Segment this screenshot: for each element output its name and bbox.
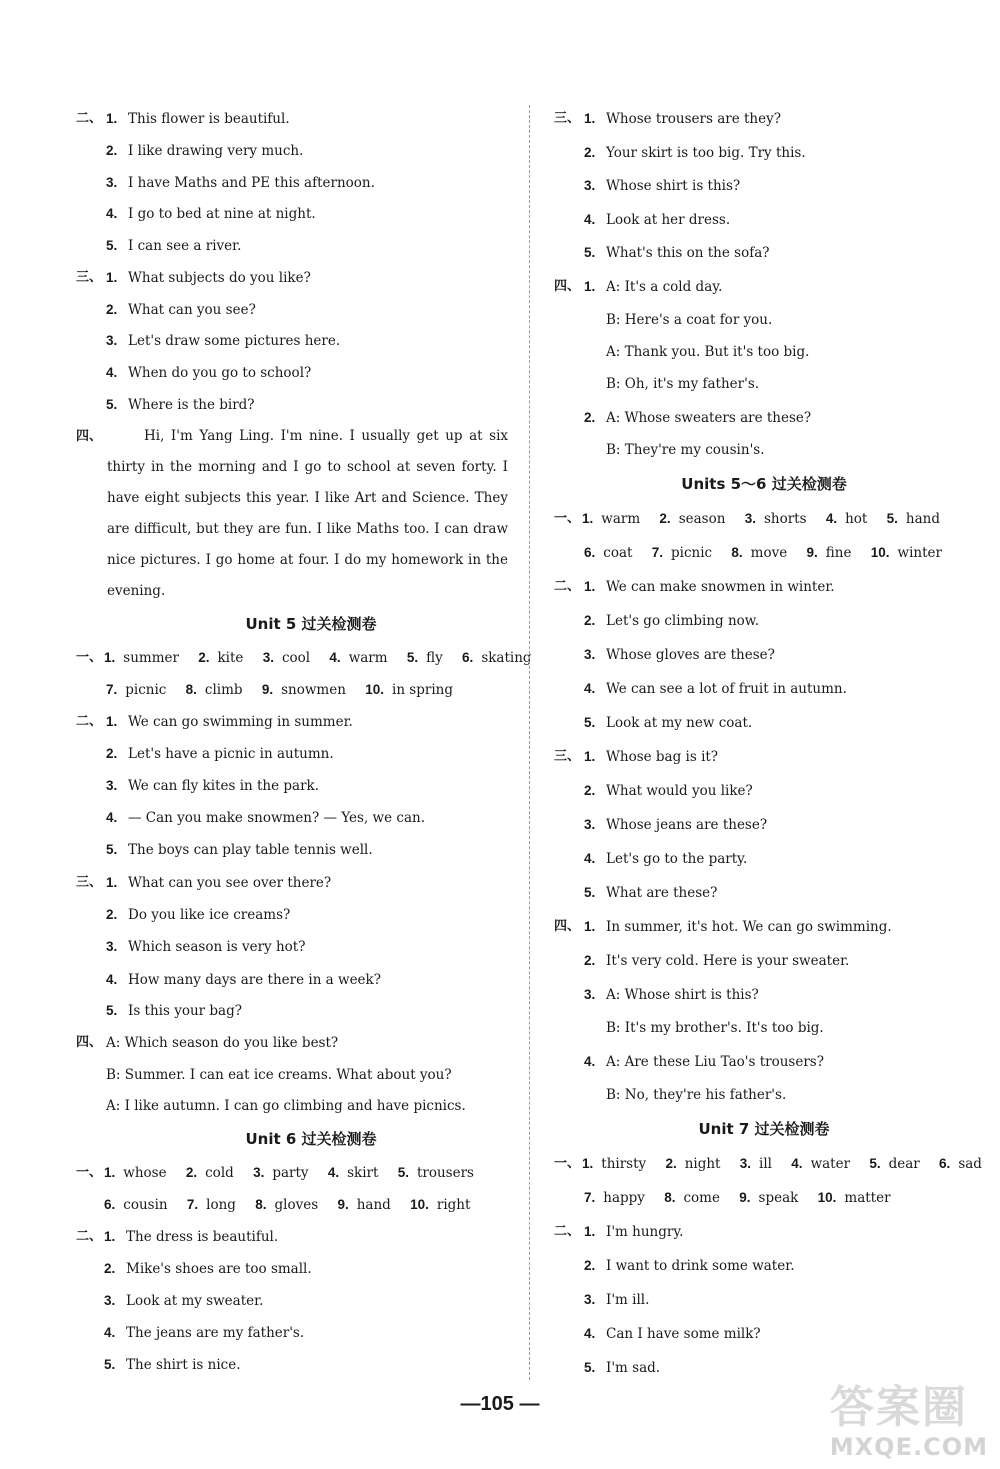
item-number: 3. (584, 1292, 596, 1307)
item-number: 4. (106, 206, 118, 221)
item-number: 1. (584, 749, 596, 764)
item-number: 2. (104, 1261, 116, 1276)
section-label: 三、 (76, 270, 103, 285)
item-number: 3. (106, 939, 118, 954)
answer-text: B: No, they're his father's. (606, 1087, 787, 1103)
item-number: 10. (410, 1197, 429, 1212)
dialogue-line: B: Oh, it's my father's. (606, 376, 760, 392)
answer-text: Which season is very hot? (128, 939, 306, 955)
item-number: 3. (104, 1293, 116, 1308)
item-number: 5. (106, 238, 118, 253)
item-number: 1. (106, 270, 118, 285)
section-label: 二、 (76, 714, 103, 729)
answer-word: shorts (763, 511, 807, 527)
answer-word: dear (888, 1156, 920, 1172)
answer-word: sad (958, 1156, 982, 1172)
item-number: 2. (106, 143, 118, 158)
item-number: 1. (104, 650, 116, 665)
column-divider (529, 105, 530, 1380)
item-number: 5. (584, 245, 596, 260)
item-number: 6. (104, 1197, 116, 1212)
item-number: 1. (106, 111, 118, 126)
answer-word: happy (603, 1190, 645, 1206)
unit-heading: Unit 6 过关检测卷 (245, 1130, 377, 1148)
word-list (582, 510, 955, 528)
item-number: 1. (106, 875, 118, 890)
item-number: 7. (651, 545, 663, 560)
item-number: 4. (584, 851, 596, 866)
item-number: 1. (582, 511, 594, 526)
item-number: 2. (584, 410, 596, 425)
answer-text: Whose jeans are these? (606, 817, 768, 833)
answer-text: We can fly kites in the park. (128, 778, 320, 794)
answer-word: warm (348, 650, 388, 666)
answer-text: I want to drink some water. (606, 1258, 795, 1274)
item-number: 3. (739, 1156, 752, 1171)
item-number: 3. (106, 333, 118, 348)
answer-text: Let's go to the party. (606, 851, 748, 867)
word-list (584, 1189, 906, 1207)
item-number: 5. (397, 1165, 409, 1180)
item-number: 1. (104, 1165, 116, 1180)
answer-text: Look at my sweater. (126, 1293, 264, 1309)
dialogue-line: A: It's a cold day. (606, 279, 723, 295)
dialogue-line: B: Summer. I can eat ice creams. What about you? (106, 1067, 452, 1083)
answer-text: I'm ill. (606, 1292, 650, 1308)
watermark-logo (818, 1371, 988, 1461)
unit-heading: Unit 5 过关检测卷 (245, 615, 377, 633)
item-number: 6. (584, 545, 596, 560)
section-label: 三、 (554, 111, 581, 126)
section-label: 三、 (554, 749, 581, 764)
item-number: 3. (106, 175, 118, 190)
answer-word: hot (845, 511, 868, 527)
item-number: 3. (106, 778, 118, 793)
answer-word: fly (426, 650, 443, 666)
section-label: 一、 (76, 650, 103, 665)
item-number: 5. (584, 885, 596, 900)
item-number: 3. (253, 1165, 265, 1180)
dialogue-line: A: Which season do you like best? (106, 1035, 339, 1051)
item-number: 2. (584, 953, 596, 968)
answer-text: How many days are there in a week? (128, 972, 381, 988)
item-number: 6. (939, 1156, 951, 1171)
answer-text: Can I have some milk? (606, 1326, 761, 1342)
item-number: 4. (327, 1165, 340, 1180)
answer-word: climb (204, 682, 243, 698)
word-list (582, 1155, 997, 1173)
item-number: 8. (255, 1197, 267, 1212)
answer-text: We can see a lot of fruit in autumn. (606, 681, 847, 697)
answer-text: When do you go to school? (128, 365, 312, 381)
answer-word: gloves (274, 1197, 319, 1213)
item-number: 4. (584, 681, 596, 696)
item-number: 3. (584, 178, 596, 193)
answer-text: We can make snowmen in winter. (606, 579, 835, 595)
section-label: 一、 (554, 1156, 581, 1171)
section-label: 二、 (76, 1229, 103, 1244)
answer-word: long (206, 1197, 236, 1213)
answer-text: Whose shirt is this? (606, 178, 741, 194)
answer-text: In summer, it's hot. We can go swimming. (606, 919, 892, 935)
item-number: 1. (106, 714, 118, 729)
answer-text: What subjects do you like? (128, 270, 311, 286)
item-number: 9. (337, 1197, 349, 1212)
answer-text: I can see a river. (128, 238, 242, 254)
answer-text: Let's draw some pictures here. (128, 333, 341, 349)
item-number: 2. (106, 302, 118, 317)
answer-text: — Can you make snowmen? — Yes, we can. (128, 810, 425, 826)
answer-text: I'm hungry. (606, 1224, 684, 1240)
answer-word: season (678, 511, 726, 527)
answer-text: It's very cold. Here is your sweater. (606, 953, 850, 969)
answer-word: kite (217, 650, 244, 666)
answer-text: The boys can play table tennis well. (128, 842, 373, 858)
item-number: 5. (106, 1003, 118, 1018)
item-number: 8. (185, 682, 197, 697)
answer-word: skirt (347, 1165, 379, 1181)
answer-word: skating (481, 650, 532, 666)
item-number: 5. (106, 842, 118, 857)
answer-text: What would you like? (606, 783, 753, 799)
answer-word: warm (601, 511, 641, 527)
item-number: 9. (261, 682, 274, 697)
answer-text: I'm sad. (606, 1360, 661, 1376)
section-label: 三、 (76, 875, 103, 890)
item-number: 5. (886, 511, 898, 526)
answer-text: This flower is beautiful. (128, 111, 290, 127)
item-number: 1. (104, 1229, 116, 1244)
item-number: 2. (665, 1156, 677, 1171)
item-number: 1. (584, 1224, 596, 1239)
word-list (104, 649, 547, 667)
item-number: 7. (584, 1190, 596, 1205)
answer-text: Look at her dress. (606, 212, 731, 228)
item-number: 1. (584, 919, 596, 934)
answer-word: coat (603, 545, 633, 561)
item-number: 2. (584, 145, 596, 160)
answer-text: What are these? (606, 885, 718, 901)
unit-heading: Units 5～6 过关检测卷 (681, 475, 847, 493)
answer-text: What's this on the sofa? (606, 245, 770, 261)
item-number: 7. (186, 1197, 199, 1212)
item-number: 2. (659, 511, 671, 526)
answer-word: move (750, 545, 788, 561)
item-number: 5. (869, 1156, 881, 1171)
answer-text: Let's go climbing now. (606, 613, 760, 629)
dialogue-line: B: They're my cousin's. (606, 442, 765, 458)
answer-word: picnic (125, 682, 167, 698)
item-number: 6. (462, 650, 474, 665)
item-number: 4. (106, 810, 118, 825)
answer-word: speak (758, 1190, 799, 1206)
answer-text: Let's have a picnic in autumn. (128, 746, 334, 762)
word-list (104, 1196, 485, 1214)
answer-text: I like drawing very much. (128, 143, 304, 159)
item-number: 2. (106, 746, 118, 761)
answer-word: ill (759, 1156, 772, 1172)
dialogue-line: A: Whose sweaters are these? (606, 410, 812, 426)
section-label: 四、 (554, 919, 581, 934)
answer-text: I go to bed at nine at night. (128, 206, 316, 222)
answer-text: The dress is beautiful. (126, 1229, 279, 1245)
item-number: 10. (870, 545, 890, 560)
item-number: 8. (731, 545, 743, 560)
item-number: 7. (106, 682, 118, 697)
item-number: 1. (584, 579, 596, 594)
item-number: 2. (198, 650, 210, 665)
answer-word: hand (356, 1197, 391, 1213)
answer-word: cold (205, 1165, 234, 1181)
answer-word: picnic (671, 545, 713, 561)
item-number: 2. (584, 1258, 596, 1273)
answer-text: A: Are these Liu Tao's trousers? (606, 1054, 824, 1070)
answer-word: water (810, 1156, 851, 1172)
answer-word: winter (897, 545, 942, 561)
item-number: 4. (329, 650, 341, 665)
item-number: 5. (584, 1360, 596, 1375)
answer-text: I have Maths and PE this afternoon. (128, 175, 375, 191)
item-number: 1. (584, 111, 596, 126)
answer-text: Mike's shoes are too small. (126, 1261, 312, 1277)
item-number: 2. (185, 1165, 198, 1180)
item-number: 4. (584, 1326, 596, 1341)
answer-word: trousers (416, 1165, 474, 1181)
watermark-text: 答案圈 (830, 1382, 968, 1433)
section-label: 四、 (76, 429, 103, 444)
answer-word: summer (123, 650, 179, 666)
answer-text: Is this your bag? (128, 1003, 242, 1019)
answer-text: Where is the bird? (128, 397, 255, 413)
section-label: 一、 (76, 1165, 103, 1180)
answer-text: Whose bag is it? (606, 749, 719, 765)
answer-word: snowmen (281, 682, 346, 698)
answer-text: What can you see? (128, 302, 256, 318)
answer-word: thirsty (601, 1156, 647, 1172)
answer-word: whose (123, 1165, 167, 1181)
answer-word: matter (844, 1190, 891, 1206)
answer-text: Whose gloves are these? (606, 647, 775, 663)
section-label: 四、 (554, 279, 581, 294)
answer-text: We can go swimming in summer. (128, 714, 353, 730)
answer-text: B: It's my brother's. It's too big. (606, 1020, 824, 1036)
item-number: 3. (744, 511, 756, 526)
answer-word: come (683, 1190, 720, 1206)
item-number: 3. (584, 817, 596, 832)
dialogue-line: A: I like autumn. I can go climbing and have picnics. (106, 1098, 466, 1114)
dialogue-line: B: Here's a coat for you. (606, 312, 773, 328)
item-number: 4. (791, 1156, 803, 1171)
item-number: 4. (825, 511, 838, 526)
answer-word: night (684, 1156, 721, 1172)
answer-text: What can you see over there? (128, 875, 332, 891)
answer-text: The shirt is nice. (126, 1357, 241, 1373)
answer-word: hand (905, 511, 940, 527)
watermark-url: MXQE.COM (829, 1433, 988, 1461)
word-list (584, 544, 957, 562)
item-number: 3. (584, 987, 596, 1002)
item-number: 5. (406, 650, 419, 665)
section-label: 四、 (76, 1035, 103, 1050)
item-number: 10. (365, 682, 384, 697)
word-list (106, 681, 468, 699)
item-number: 4. (106, 972, 118, 987)
item-number: 10. (817, 1190, 837, 1205)
item-number: 4. (584, 212, 596, 227)
dialogue-line: A: Thank you. But it's too big. (606, 344, 810, 360)
item-number: 9. (806, 545, 818, 560)
word-list (104, 1164, 489, 1182)
section-label: 一、 (554, 511, 581, 526)
answer-word: cool (281, 650, 311, 666)
item-number: 9. (739, 1190, 751, 1205)
answer-text: Look at my new coat. (606, 715, 753, 731)
answer-word: fine (825, 545, 852, 561)
answer-text: Whose trousers are they? (606, 111, 781, 127)
section-label: 二、 (554, 579, 581, 594)
answer-word: party (272, 1165, 309, 1181)
item-number: 5. (106, 397, 118, 412)
item-number: 3. (262, 650, 274, 665)
item-number: 1. (582, 1156, 594, 1171)
page-number: —105 — (460, 1393, 540, 1415)
item-number: 4. (106, 365, 118, 380)
item-number: 5. (584, 715, 596, 730)
item-number: 2. (106, 907, 118, 922)
item-number: 2. (584, 783, 596, 798)
item-number: 5. (104, 1357, 116, 1372)
answer-text: A: Whose shirt is this? (606, 987, 759, 1003)
item-number: 1. (584, 279, 596, 294)
item-number: 8. (664, 1190, 676, 1205)
item-number: 4. (104, 1325, 116, 1340)
section-label: 二、 (554, 1224, 581, 1239)
unit-heading: Unit 7 过关检测卷 (698, 1120, 830, 1138)
answer-text: Your skirt is too big. Try this. (606, 145, 806, 161)
item-number: 4. (584, 1054, 596, 1069)
item-number: 2. (584, 613, 596, 628)
passage-paragraph: Hi, I'm Yang Ling. I'm nine. I usually get up at six thirty in the morning and I go to school at seven forty. I have eight subjects this year. I like Art and Science. They are difficult, but they are fun. I like Maths too. I can draw nice pictures. I go home at four. I do my homework in the evening. (107, 428, 508, 599)
answer-word: in spring (392, 682, 453, 698)
answer-text: The jeans are my father's. (126, 1325, 305, 1341)
answer-word: right (436, 1197, 471, 1213)
section-label: 二、 (76, 111, 103, 126)
item-number: 3. (584, 647, 596, 662)
answer-word: cousin (123, 1197, 168, 1213)
answer-text: Do you like ice creams? (128, 907, 291, 923)
